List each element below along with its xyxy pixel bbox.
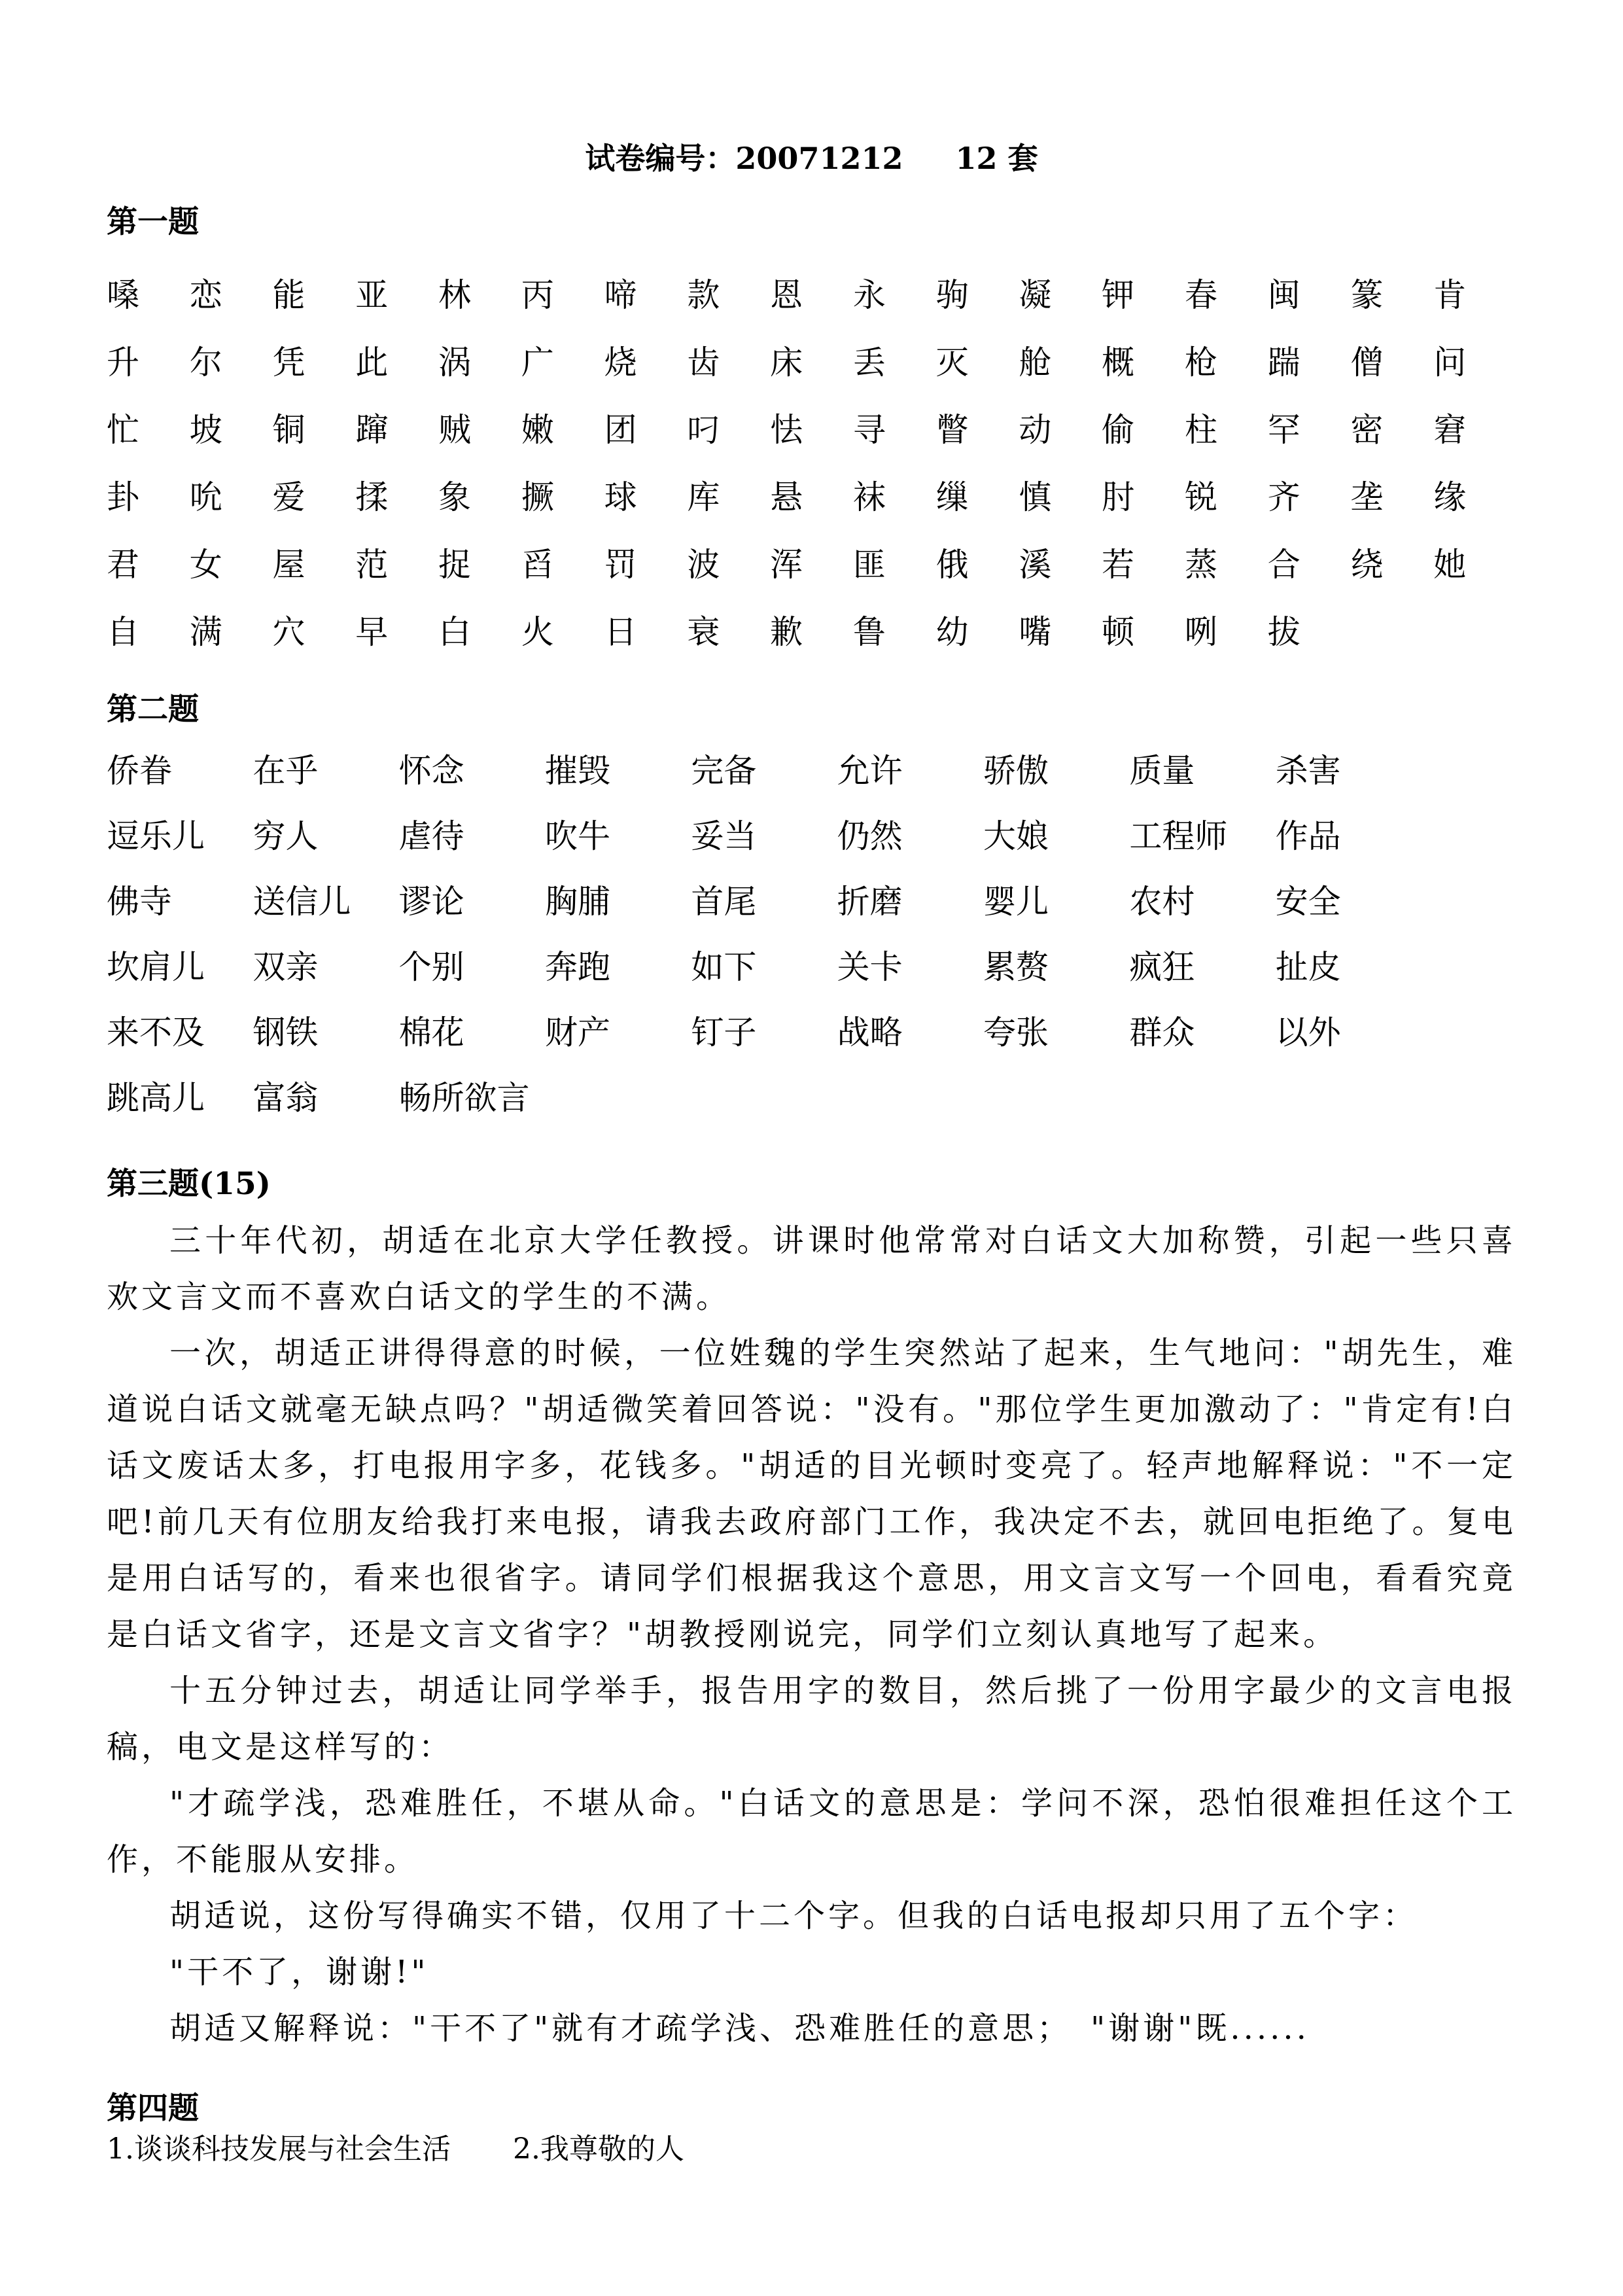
question1-character-grid-cell: 齐	[1267, 478, 1300, 516]
question1-character-grid-cell: 闽	[1267, 275, 1300, 314]
page-title: 试卷编号：20071212 12 套	[585, 141, 1038, 176]
question1-character-grid-cell: 鲁	[852, 612, 886, 651]
question2-word-grid-cell: 以外	[1275, 1014, 1341, 1051]
question1-character-grid-cell: 拔	[1267, 612, 1300, 651]
question1-character-grid-cell: 款	[687, 275, 720, 314]
question1-character-grid-cell: 合	[1267, 545, 1300, 584]
question1-character-grid-cell: 卦	[107, 478, 139, 516]
question1-character-grid-cell: 涡	[438, 343, 472, 381]
question1-character-grid-cell: 肘	[1102, 478, 1135, 516]
question1-character-grid-cell: 若	[1102, 545, 1135, 584]
question1-character-grid-cell: 尔	[189, 343, 222, 381]
question1-character-grid-cell: 钾	[1102, 275, 1135, 314]
question2-word-grid-cell: 婴儿	[983, 883, 1049, 921]
question2-word-grid-row	[107, 997, 1422, 1063]
question1-character-grid-cell: 嗓	[107, 275, 139, 314]
question1-character-grid-cell: 永	[852, 275, 886, 314]
question2-word-grid-row	[107, 932, 1422, 997]
question1-character-grid-cell: 柱	[1184, 410, 1217, 449]
question2-word-grid-cell: 首尾	[691, 883, 757, 921]
question2-word-grid-cell: 杀害	[1275, 752, 1341, 790]
question1-character-grid-cell: 绕	[1350, 545, 1384, 584]
question1-character-grid-cell: 白	[438, 612, 472, 651]
question1-character-grid-cell: 瞥	[935, 410, 969, 449]
question1-character-grid-cell: 此	[355, 343, 389, 381]
question1-character-grid-cell: 浑	[770, 545, 803, 584]
question1-character-grid-cell: 罚	[604, 545, 637, 584]
question3-paragraph: 胡适又解释说："干不了"就有才疏学浅、恐难胜任的意思； "谢谢"既......	[169, 2010, 1310, 2047]
question1-character-grid-cell: 穴	[272, 612, 305, 651]
question2-word-grid-row	[107, 866, 1422, 932]
question1-character-grid-cell: 铜	[272, 410, 305, 449]
question3-paragraph: "才疏学浅，恐难胜任，不堪从命。"白话文的意思是：学问不深，恐怕很难担任这个工作，不能服从安排。	[107, 1785, 1516, 1878]
question2-word-grid-cell: 胸脯	[544, 883, 610, 921]
question1-character-grid-cell: 凭	[272, 343, 305, 381]
question1-character-grid-cell: 团	[604, 410, 637, 449]
question1-character-grid-cell: 舱	[1019, 343, 1052, 381]
question4-topic: 1.谈谈科技发展与社会生活	[107, 2132, 451, 2166]
question1-character-grid-cell: 蒸	[1184, 545, 1217, 584]
question1-character-grid-cell: 火	[521, 612, 554, 651]
question2-word-grid-cell: 侨眷	[107, 752, 172, 790]
question3-paragraph: "干不了，谢谢!"	[169, 1954, 429, 1990]
question2-word-grid-cell: 穷人	[253, 817, 319, 855]
question2-word-grid-cell: 在乎	[253, 752, 319, 790]
question4-topics	[107, 2132, 1516, 2167]
question2-word-grid-cell: 棉花	[398, 1014, 464, 1051]
question1-character-grid-cell: 库	[687, 478, 720, 516]
question1-character-grid-cell: 嫩	[521, 410, 554, 449]
question1-character-grid-cell: 丙	[521, 275, 554, 314]
question1-character-grid-cell: 球	[604, 478, 637, 516]
question1-character-grid-cell: 丢	[852, 343, 886, 381]
question1-character-grid-cell: 篆	[1350, 275, 1384, 314]
question1-character-grid-cell: 缫	[935, 478, 969, 516]
question1-character-grid-cell: 屋	[272, 545, 305, 584]
question1-character-grid-cell: 俄	[935, 545, 969, 584]
question1-character-grid	[107, 258, 1516, 663]
question2-word-grid-cell: 折磨	[837, 883, 903, 921]
question1-character-grid-cell: 自	[107, 612, 139, 651]
question1-character-grid-cell: 僧	[1350, 343, 1384, 381]
question1-character-grid-cell: 寻	[852, 410, 886, 449]
question1-character-grid-cell: 顿	[1102, 612, 1135, 651]
question3-paragraph: 一次，胡适正讲得得意的时候，一位姓魏的学生突然站了起来，生气地问："胡先生，难道说白话文就毫无缺点吗？"胡适微笑着回答说："没有。"那位学生更加激动了："肯定有!白话文废话太多，打电报用字多，花钱多。"胡适的目光顿时变亮了。轻声地解释说："不一定吧!前几天有位朋友给我打来电报，请我去政府部门工作，我决定不去，就回电拒绝了。复电是用白话写的，看来也很省字。请同学们根据我这个意思，用文言文写一个回电，看看究竟是白话文省字，还是文言文省字？"胡教授刚说完，同学们立刻认真地写了起来。	[107, 1335, 1516, 1653]
question2-word-grid-cell: 质量	[1129, 752, 1195, 790]
question2-word-grid-cell: 夸张	[983, 1014, 1049, 1051]
question2-word-grid-row	[107, 735, 1422, 801]
question2-word-grid-cell: 群众	[1129, 1014, 1195, 1051]
question3-paragraph: 胡适说，这份写得确实不错，仅用了十二个字。但我的白话电报却只用了五个字：	[169, 1898, 1418, 1934]
question1-character-grid-cell: 贼	[438, 410, 472, 449]
question3-heading: 第三题(15)	[107, 1166, 271, 1202]
question1-character-grid-cell: 匪	[852, 545, 886, 584]
question1-character-grid-cell: 吮	[189, 478, 222, 516]
question2-word-grid-cell: 逗乐儿	[107, 817, 205, 855]
question2-word-grid-cell: 佛寺	[107, 883, 172, 921]
question2-word-grid-cell: 奔跑	[544, 948, 610, 986]
question2-word-grid-cell: 送信儿	[253, 883, 351, 921]
question2-word-grid-cell: 怀念	[398, 752, 464, 790]
question1-character-grid-row	[107, 595, 1516, 663]
question2-word-grid-cell: 虐待	[398, 817, 464, 855]
question1-character-grid-cell: 怯	[770, 410, 803, 449]
question1-character-grid-cell: 凝	[1019, 275, 1052, 314]
question2-word-grid-cell: 战略	[837, 1014, 903, 1051]
question1-character-grid-cell: 波	[687, 545, 720, 584]
question1-character-grid-cell: 舀	[521, 545, 554, 584]
question2-word-grid-cell: 个别	[398, 948, 464, 986]
question2-word-grid-cell: 大娘	[983, 817, 1049, 855]
question1-character-grid-cell: 撅	[521, 478, 554, 516]
question1-character-grid-cell: 缘	[1433, 478, 1467, 516]
question1-character-grid-cell: 驹	[935, 275, 969, 314]
question1-character-grid-cell: 烧	[604, 343, 637, 381]
question2-word-grid	[107, 735, 1422, 1128]
question2-word-grid-cell: 扯皮	[1275, 948, 1341, 986]
question2-heading: 第二题	[107, 692, 199, 728]
question1-heading: 第一题	[107, 204, 199, 240]
question1-character-grid-cell: 齿	[687, 343, 720, 381]
question2-word-grid-cell: 跳高儿	[107, 1079, 205, 1117]
question2-word-grid-cell: 农村	[1129, 883, 1195, 921]
question1-character-grid-cell: 象	[438, 478, 472, 516]
question1-character-grid-cell: 枪	[1184, 343, 1217, 381]
question1-character-grid-cell: 坡	[189, 410, 222, 449]
question1-character-grid-cell: 袜	[852, 478, 886, 516]
question1-character-grid-cell: 林	[438, 275, 472, 314]
question1-character-grid-cell: 范	[355, 545, 389, 584]
question1-character-grid-cell: 悬	[770, 478, 803, 516]
question1-character-grid-cell: 能	[272, 275, 305, 314]
question4-topic: 2.我尊敬的人	[512, 2132, 684, 2166]
question1-character-grid-cell: 啼	[604, 275, 637, 314]
question2-word-grid-cell: 关卡	[837, 948, 903, 986]
question1-character-grid-cell: 歉	[770, 612, 803, 651]
question2-word-grid-cell: 谬论	[398, 883, 464, 921]
question1-character-grid-cell: 春	[1184, 275, 1217, 314]
question1-character-grid-cell: 揉	[355, 478, 389, 516]
question1-character-grid-cell: 锐	[1184, 478, 1217, 516]
question1-character-grid-cell: 满	[189, 612, 222, 651]
question1-character-grid-cell: 女	[189, 545, 222, 584]
question1-character-grid-cell: 衰	[687, 612, 720, 651]
question1-character-grid-row	[107, 393, 1516, 461]
question1-character-grid-cell: 恩	[770, 275, 803, 314]
question2-word-grid-row	[107, 1063, 1422, 1128]
question1-character-grid-cell: 概	[1102, 343, 1135, 381]
question2-word-grid-cell: 安全	[1275, 883, 1341, 921]
question2-word-grid-cell: 钉子	[691, 1014, 757, 1051]
question2-word-grid-cell: 吹牛	[544, 817, 610, 855]
question2-word-grid-cell: 来不及	[107, 1014, 205, 1051]
question1-character-grid-cell: 幼	[935, 612, 969, 651]
question1-character-grid-cell: 窘	[1433, 410, 1467, 449]
question2-word-grid-cell: 允许	[837, 752, 903, 790]
question1-character-grid-cell: 爱	[272, 478, 305, 516]
question2-word-grid-cell: 仍然	[837, 817, 903, 855]
question4-heading: 第四题	[107, 2091, 199, 2127]
question1-character-grid-cell: 罕	[1267, 410, 1300, 449]
question2-word-grid-row	[107, 801, 1422, 866]
question3-paragraph: 十五分钟过去，胡适让同学举手，报告用字的数目，然后挑了一份用字最少的文言电报稿，电文是这样写的：	[107, 1672, 1516, 1765]
question1-character-grid-cell: 踹	[1267, 343, 1300, 381]
question1-character-grid-cell: 升	[107, 343, 139, 381]
question2-word-grid-cell: 如下	[691, 948, 757, 986]
question1-character-grid-cell: 叼	[687, 410, 720, 449]
question2-word-grid-cell: 钢铁	[253, 1014, 319, 1051]
question1-character-grid-cell: 忙	[107, 410, 139, 449]
question1-character-grid-row	[107, 326, 1516, 393]
question1-character-grid-cell: 蹿	[355, 410, 389, 449]
question2-word-grid-cell: 双亲	[253, 948, 319, 986]
question1-character-grid-cell: 密	[1350, 410, 1384, 449]
question1-character-grid-cell: 慎	[1019, 478, 1052, 516]
question1-character-grid-cell: 早	[355, 612, 389, 651]
question1-character-grid-cell: 日	[604, 612, 637, 651]
question1-character-grid-cell: 亚	[355, 275, 389, 314]
question2-word-grid-cell: 畅所欲言	[398, 1079, 530, 1117]
question2-word-grid-cell: 坎肩儿	[107, 948, 205, 986]
question1-character-grid-cell: 嘴	[1019, 612, 1052, 651]
question1-character-grid-cell: 偷	[1102, 410, 1135, 449]
question2-word-grid-cell: 骄傲	[983, 752, 1049, 790]
question2-word-grid-cell: 完备	[691, 752, 757, 790]
question1-character-grid-row	[107, 528, 1516, 595]
question1-character-grid-row	[107, 258, 1516, 326]
question1-character-grid-cell: 咧	[1184, 612, 1217, 651]
question1-character-grid-cell: 恋	[189, 275, 222, 314]
question1-character-grid-cell: 垄	[1350, 478, 1384, 516]
question2-word-grid-cell: 工程师	[1129, 817, 1228, 855]
question2-word-grid-cell: 作品	[1275, 817, 1341, 855]
question2-word-grid-cell: 累赘	[983, 948, 1049, 986]
question1-character-grid-cell: 她	[1433, 545, 1467, 584]
question1-character-grid-cell: 广	[521, 343, 554, 381]
question2-word-grid-cell: 疯狂	[1129, 948, 1195, 986]
question2-word-grid-cell: 妥当	[691, 817, 757, 855]
question1-character-grid-cell: 溪	[1019, 545, 1052, 584]
question2-word-grid-cell: 摧毁	[544, 752, 610, 790]
question1-character-grid-cell: 床	[770, 343, 803, 381]
question1-character-grid-cell: 君	[107, 545, 139, 584]
question2-word-grid-cell: 财产	[544, 1014, 610, 1051]
question3-paragraph: 三十年代初，胡适在北京大学任教授。讲课时他常常对白话文大加称赞，引起一些只喜欢文言文而不喜欢白话文的学生的不满。	[107, 1222, 1516, 1315]
question1-character-grid-cell: 问	[1433, 343, 1467, 381]
question1-character-grid-row	[107, 461, 1516, 528]
question1-character-grid-cell: 捉	[438, 545, 472, 584]
question3-passage	[107, 1212, 1516, 2057]
question1-character-grid-cell: 动	[1019, 410, 1052, 449]
question1-character-grid-cell: 灭	[935, 343, 969, 381]
question1-character-grid-cell: 肯	[1433, 275, 1467, 314]
question2-word-grid-cell: 富翁	[253, 1079, 319, 1117]
